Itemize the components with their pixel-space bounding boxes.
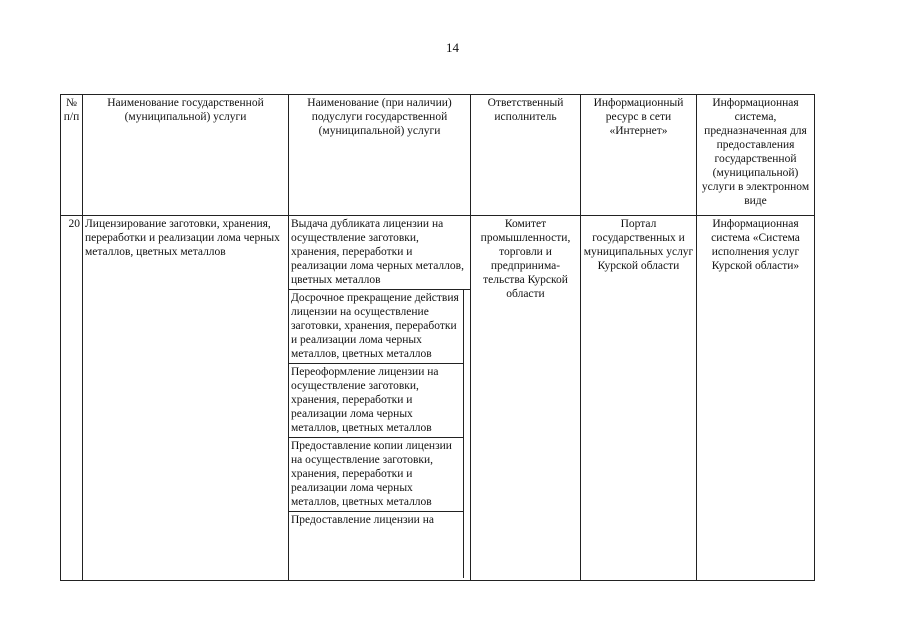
subservice-item: Предоставление копии лицензии на осуществление заготовки, хранения, переработки и реализации лома черных металлов, цветных металлов bbox=[289, 438, 464, 512]
table-header-row bbox=[61, 95, 815, 216]
row-resource: Портал государственных и муниципальных услуг Курской области bbox=[581, 216, 697, 581]
subservice-item: Переоформление лицензии на осуществление заготовки, хранения, переработки и реализации лома черных металлов, цветных металлов bbox=[289, 364, 464, 438]
row-service-name: Лицензирование заготовки, хранения, переработки и реализации лома черных металлов, цветных металлов bbox=[83, 216, 289, 581]
row-subservices bbox=[289, 216, 471, 581]
subservice-item: Досрочное прекращение действия лицензии на осуществление заготовки, хранения, переработки и реализации лома черных металлов, цветных металлов bbox=[289, 290, 464, 364]
services-table bbox=[60, 94, 815, 581]
row-system: Информационная система «Система исполнения услуг Курской области» bbox=[697, 216, 815, 581]
row-executor: Комитет промышленности, торговли и предпринима-тельства Курской области bbox=[471, 216, 581, 581]
header-resource: Информационный ресурс в сети «Интернет» bbox=[581, 95, 697, 216]
subservice-item: Предоставление лицензии на bbox=[289, 512, 464, 578]
header-system: Информационная система, предназначенная для предоставления государственной (муниципальной) услуги в электронном виде bbox=[697, 95, 815, 216]
header-num: № п/п bbox=[61, 95, 83, 216]
row-num: 20 bbox=[61, 216, 83, 581]
table-row bbox=[61, 216, 815, 581]
page-number: 14 bbox=[446, 40, 459, 55]
header-service-name: Наименование государственной (муниципальной) услуги bbox=[83, 95, 289, 216]
subservice-item: Выдача дубликата лицензии на осуществление заготовки, хранения, переработки и реализации лома черных металлов, цветных металлов bbox=[289, 216, 470, 290]
header-executor: Ответственный исполнитель bbox=[471, 95, 581, 216]
header-subservice-name: Наименование (при наличии) подуслуги государственной (муниципальной) услуги bbox=[289, 95, 471, 216]
